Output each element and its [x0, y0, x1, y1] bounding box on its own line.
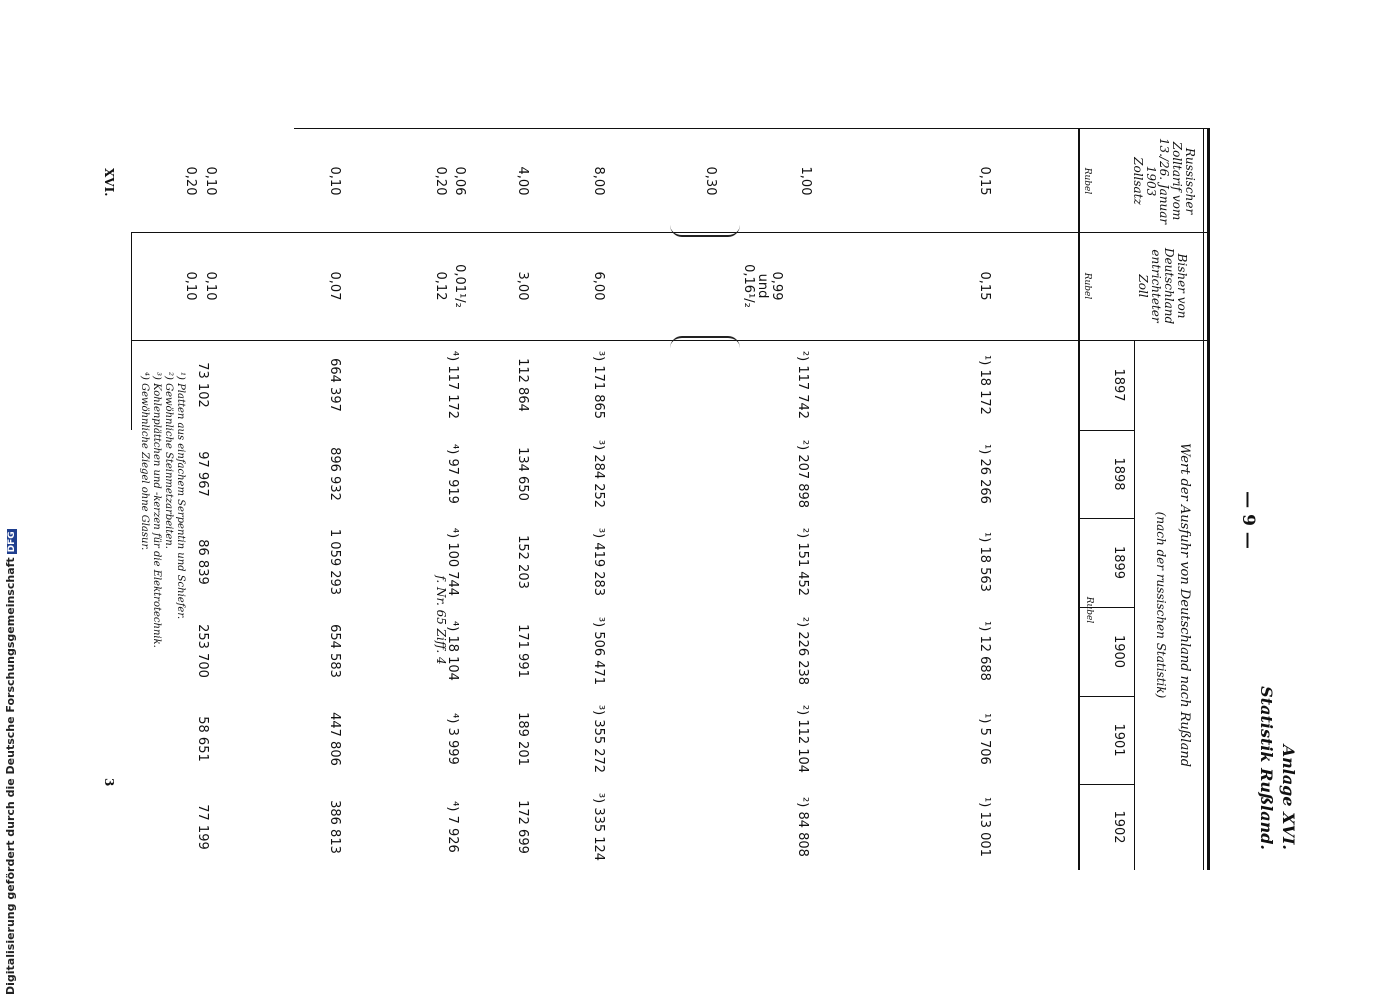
table-top-rule	[1207, 128, 1210, 870]
previous-duty: 3,00	[515, 271, 530, 301]
tariff-rate: 0,20	[183, 166, 198, 196]
export-value: 58 651	[195, 716, 210, 762]
header-bottom-rule	[1078, 128, 1080, 870]
tariff-rate: 0,30	[703, 166, 718, 196]
export-value: ²) 84 808	[795, 797, 810, 857]
header-tariff-line: 13./26. Januar	[1157, 137, 1171, 225]
export-value: 171 991	[515, 624, 530, 678]
export-value: 97 967	[195, 451, 210, 497]
export-value: 896 932	[327, 447, 342, 501]
bottom-page-mark: 3	[102, 778, 116, 787]
export-value: ¹) 18 172	[977, 355, 992, 415]
export-value: ¹) 5 706	[977, 713, 992, 765]
tariff-rate: 8,00	[591, 166, 606, 196]
col-left-rule	[294, 128, 1210, 129]
export-value: ⁴) 100 744	[445, 527, 460, 597]
export-value: ¹) 26 266	[977, 444, 992, 504]
dfg-logo: DFG	[7, 531, 17, 553]
table-top-rule-thin	[1203, 128, 1204, 870]
export-value: 1 059 293	[327, 528, 342, 596]
year-label: 1901	[1111, 723, 1126, 757]
header-export-subtitle: (nach der russischen Statistik)	[1154, 511, 1168, 699]
year-label: 1899	[1111, 545, 1126, 580]
tariff-rate: 0,20	[433, 166, 448, 196]
previous-duty: und	[755, 273, 770, 299]
previous-duty: 0,15	[977, 271, 992, 301]
export-value: ⁴) 3 999	[445, 713, 460, 765]
export-value: ¹) 12 688	[977, 621, 992, 681]
header-tariff-line: 1903	[1144, 165, 1158, 197]
header-prev-line: Zoll	[1136, 274, 1150, 298]
header-prev-line: entrichteter	[1149, 249, 1163, 323]
export-value: ³) 506 471	[591, 616, 606, 686]
annex-title: Anlage XVI.	[1279, 744, 1298, 850]
export-value: 654 583	[327, 624, 342, 678]
header-tariff	[1131, 130, 1196, 232]
footnote: ³) Kohlenplättchen und -kerzen für die Elektrotechnik.	[151, 372, 162, 648]
tariff-rate: 0,10	[327, 166, 342, 196]
export-value: ²) 207 898	[795, 439, 810, 509]
export-value: ⁴) 18 104	[445, 621, 460, 681]
grouping-brace	[670, 225, 740, 237]
header-tariff-unit: Rubel	[1082, 167, 1092, 195]
col-divider-tariff	[132, 232, 1210, 233]
years-top-rule	[1134, 340, 1135, 870]
export-value: 77 199	[195, 804, 210, 850]
export-value: ²) 112 104	[795, 704, 810, 774]
tariff-rate: 4,00	[515, 166, 530, 196]
previous-duty: 0,99	[769, 271, 784, 301]
annex-subtitle: Statistik Rußland.	[1257, 686, 1276, 850]
export-value: 152 203	[515, 535, 530, 589]
export-value: ¹) 18 563	[977, 532, 992, 592]
header-prev	[1136, 234, 1188, 338]
export-value: ⁴) 97 919	[445, 444, 460, 504]
export-value: ⁴) 117 172	[445, 350, 460, 420]
previous-duty: 0,01¹/₂	[452, 264, 467, 308]
export-value: 447 806	[327, 712, 342, 766]
export-value: ¹) 13 001	[977, 797, 992, 857]
export-value: ²) 117 742	[795, 350, 810, 420]
footnote: ¹) Platten aus einfachem Serpentin und Schiefer.	[175, 372, 186, 620]
export-value: 134 650	[515, 447, 530, 501]
previous-duty: 0,10	[183, 271, 198, 301]
export-value: 73 102	[195, 362, 210, 408]
page-number: — 9 —	[1238, 491, 1258, 549]
year-divider-1	[1080, 430, 1135, 431]
export-value: ³) 355 272	[591, 704, 606, 774]
export-value: 253 700	[195, 624, 210, 678]
export-value: 112 864	[515, 358, 530, 412]
export-value: 172 699	[515, 800, 530, 854]
digitization-note-text: Digitalisierung gefördert durch die Deutsche Forschungsgemeinschaft	[4, 557, 17, 995]
header-tariff-line: Zolltarif vom	[1170, 141, 1184, 221]
tariff-rate: 0,06	[452, 166, 467, 196]
previous-duty: 0,16¹/₂	[741, 264, 756, 308]
export-value: ²) 226 238	[795, 616, 810, 686]
export-value: 664 397	[327, 358, 342, 412]
export-value: ²) 151 452	[795, 527, 810, 597]
footnote: ²) Gewöhnliche Steinmetzarbeiten.	[163, 372, 174, 549]
export-value: 386 813	[327, 800, 342, 854]
export-value: ³) 335 124	[591, 792, 606, 862]
previous-duty: 0,10	[203, 271, 218, 301]
export-value: ³) 284 252	[591, 439, 606, 509]
export-value: 189 201	[515, 712, 530, 766]
year-divider-2	[1080, 518, 1135, 519]
year-label: 1898	[1111, 457, 1126, 491]
cross-reference-note: f. Nr. 65 Ziff. 4	[434, 575, 448, 665]
header-prev-unit: Rubel	[1082, 272, 1092, 300]
export-value: ⁴) 7 926	[445, 801, 460, 853]
tariff-rate: 0,10	[203, 166, 218, 196]
year-label: 1900	[1111, 634, 1126, 669]
header-prev-line: Bisher von	[1175, 253, 1189, 319]
export-value: 86 839	[195, 539, 210, 585]
footnote: ⁴) Gewöhnliche Ziegel ohne Glasur.	[139, 372, 150, 551]
tariff-rate: 0,15	[977, 166, 992, 196]
tariff-rate: 1,00	[798, 166, 813, 196]
header-tariff-line: Zollsatz	[1131, 157, 1145, 205]
export-value: ³) 419 283	[591, 527, 606, 597]
export-value: ³) 171 865	[591, 350, 606, 420]
year-label: 1902	[1111, 810, 1126, 844]
year-divider-5	[1080, 784, 1135, 785]
year-label: 1897	[1111, 368, 1126, 402]
year-divider-4	[1080, 696, 1135, 697]
previous-duty: 0,12	[433, 271, 448, 301]
header-tariff-line: Russischer	[1183, 147, 1197, 215]
grouping-brace	[670, 336, 740, 348]
previous-duty: 0,07	[327, 271, 342, 301]
header-export-title: Wert der Ausfuhr von Deutschland nach Rußland	[1177, 442, 1192, 768]
table-bottom-rule	[131, 232, 132, 430]
header-prev-line: Deutschland	[1162, 247, 1176, 325]
bottom-signature-mark: XVI.	[102, 168, 116, 197]
years-unit: Rubel	[1084, 596, 1094, 624]
previous-duty: 6,00	[591, 271, 606, 301]
